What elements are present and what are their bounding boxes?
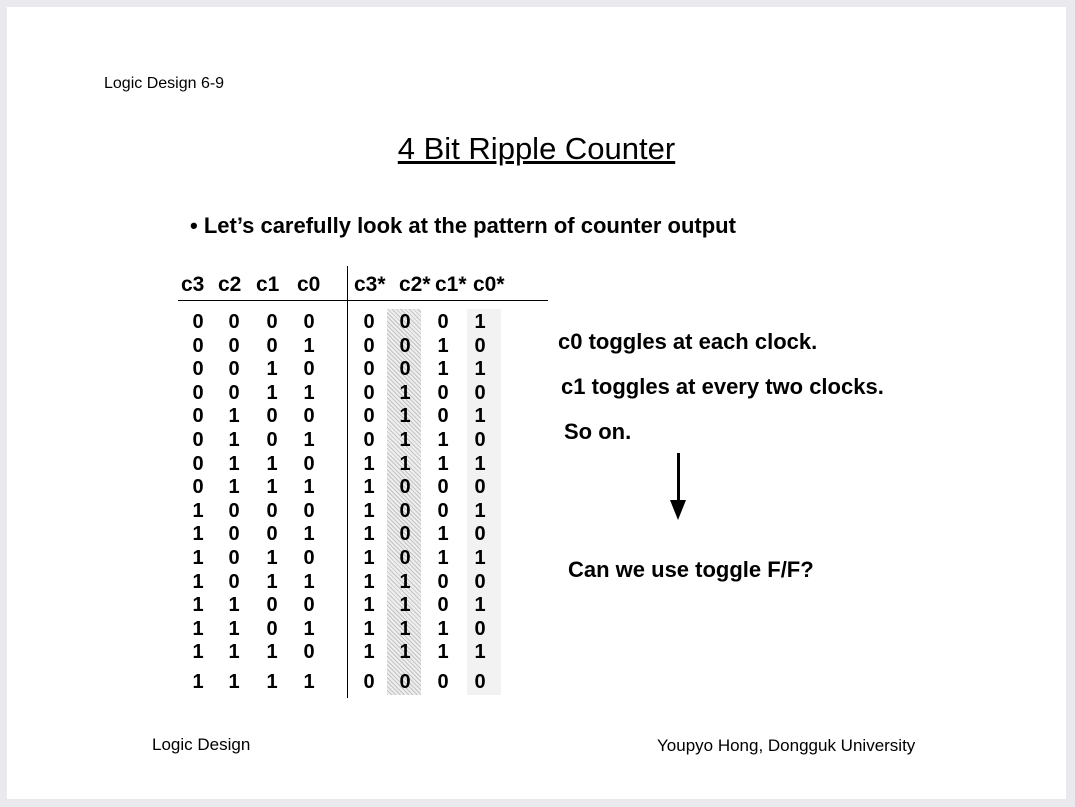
cell-present-c2-row-14: 1 <box>228 641 240 664</box>
cell-next-c2-row-3: 1 <box>399 381 411 404</box>
cell-next-c0-row-2: 1 <box>474 358 486 381</box>
cell-next-c3-row-10: 1 <box>363 546 375 569</box>
cell-present-c3-row-3: 0 <box>192 381 204 404</box>
slide <box>7 7 1066 799</box>
cell-present-c1-row-1: 0 <box>266 334 278 357</box>
cell-next-c1-row-4: 0 <box>437 405 449 428</box>
cell-next-c2-row-9: 0 <box>399 523 411 546</box>
cell-present-c3-row-5: 0 <box>192 428 204 451</box>
cell-next-c3-row-14: 1 <box>363 641 375 664</box>
cell-next-c1-row-12: 0 <box>437 594 449 617</box>
cell-present-c2-row-13: 1 <box>228 617 240 640</box>
cell-next-c2-row-7: 0 <box>399 476 411 499</box>
header-c2-next: c2* <box>399 273 431 296</box>
cell-present-c0-row-10: 0 <box>303 546 315 569</box>
cell-present-c1-row-15: 1 <box>266 670 278 693</box>
cell-next-c3-row-9: 1 <box>363 523 375 546</box>
cell-next-c3-row-8: 1 <box>363 499 375 522</box>
cell-next-c2-row-10: 0 <box>399 546 411 569</box>
cell-present-c2-row-9: 0 <box>228 523 240 546</box>
cell-present-c2-row-4: 1 <box>228 405 240 428</box>
cell-present-c3-row-0: 0 <box>192 311 204 333</box>
cell-next-c0-row-7: 0 <box>474 476 486 499</box>
cell-next-c3-row-12: 1 <box>363 594 375 617</box>
cell-next-c2-row-8: 0 <box>399 499 411 522</box>
cell-next-c3-row-4: 0 <box>363 405 375 428</box>
cell-present-c0-row-14: 0 <box>303 641 315 664</box>
cell-present-c1-row-10: 1 <box>266 546 278 569</box>
cell-next-c0-row-11: 0 <box>474 570 486 593</box>
cell-next-c3-row-7: 1 <box>363 476 375 499</box>
column-c1 <box>260 311 284 695</box>
cell-present-c0-row-3: 1 <box>303 381 315 404</box>
cell-present-c0-row-13: 1 <box>303 617 315 640</box>
cell-next-c1-row-0: 0 <box>437 311 449 333</box>
column-c1-next <box>431 311 455 695</box>
slide-number-label: Logic Design 6-9 <box>104 75 225 92</box>
cell-next-c3-row-5: 0 <box>363 428 375 451</box>
cell-next-c0-row-13: 0 <box>474 617 486 640</box>
cell-next-c0-row-1: 0 <box>474 334 486 357</box>
cell-present-c0-row-5: 1 <box>303 428 315 451</box>
cell-present-c2-row-15: 1 <box>228 670 240 693</box>
cell-next-c3-row-0: 0 <box>363 311 375 333</box>
cell-present-c0-row-12: 0 <box>303 594 315 617</box>
cell-next-c0-row-14: 1 <box>474 641 486 664</box>
cell-present-c1-row-14: 1 <box>266 641 278 664</box>
cell-present-c0-row-4: 0 <box>303 405 315 428</box>
cell-present-c0-row-1: 1 <box>303 334 315 357</box>
cell-next-c0-row-6: 1 <box>474 452 486 475</box>
cell-present-c3-row-2: 0 <box>192 358 204 381</box>
column-c0-next <box>468 311 492 695</box>
cell-present-c3-row-11: 1 <box>192 570 204 593</box>
cell-next-c0-row-9: 0 <box>474 523 486 546</box>
cell-next-c0-row-15: 0 <box>474 670 486 693</box>
cell-present-c3-row-8: 1 <box>192 499 204 522</box>
column-c3-next <box>357 311 381 695</box>
cell-next-c3-row-6: 1 <box>363 452 375 475</box>
cell-present-c3-row-12: 1 <box>192 594 204 617</box>
cell-next-c3-row-11: 1 <box>363 570 375 593</box>
cell-present-c3-row-7: 0 <box>192 476 204 499</box>
footer-author: Youpyo Hong, Dongguk University <box>657 736 916 755</box>
cell-present-c3-row-1: 0 <box>192 334 204 357</box>
cell-present-c0-row-2: 0 <box>303 358 315 381</box>
cell-next-c3-row-1: 0 <box>363 334 375 357</box>
cell-next-c2-row-4: 1 <box>399 405 411 428</box>
cell-present-c1-row-8: 0 <box>266 499 278 522</box>
cell-present-c1-row-6: 1 <box>266 452 278 475</box>
cell-present-c0-row-7: 1 <box>303 476 315 499</box>
cell-present-c2-row-2: 0 <box>228 358 240 381</box>
cell-next-c0-row-10: 1 <box>474 546 486 569</box>
cell-next-c1-row-2: 1 <box>437 358 449 381</box>
table-column-divider <box>347 266 348 698</box>
cell-present-c0-row-11: 1 <box>303 570 315 593</box>
cell-present-c3-row-6: 0 <box>192 452 204 475</box>
cell-present-c1-row-11: 1 <box>266 570 278 593</box>
cell-present-c1-row-7: 1 <box>266 476 278 499</box>
cell-present-c3-row-14: 1 <box>192 641 204 664</box>
cell-next-c2-row-13: 1 <box>399 617 411 640</box>
footer-course: Logic Design <box>152 735 251 754</box>
column-c2 <box>222 311 246 695</box>
cell-present-c3-row-9: 1 <box>192 523 204 546</box>
cell-next-c3-row-15: 0 <box>363 670 375 693</box>
header-c1: c1 <box>256 273 280 296</box>
column-c0 <box>297 311 321 695</box>
cell-present-c2-row-6: 1 <box>228 452 240 475</box>
cell-next-c0-row-8: 1 <box>474 499 486 522</box>
header-c0: c0 <box>297 273 321 296</box>
cell-next-c2-row-5: 1 <box>399 428 411 451</box>
cell-present-c0-row-6: 0 <box>303 452 315 475</box>
cell-next-c2-row-6: 1 <box>399 452 411 475</box>
cell-next-c0-row-4: 1 <box>474 405 486 428</box>
cell-present-c0-row-9: 1 <box>303 523 315 546</box>
cell-present-c0-row-8: 0 <box>303 499 315 522</box>
cell-present-c1-row-5: 0 <box>266 428 278 451</box>
cell-next-c0-row-12: 1 <box>474 594 486 617</box>
header-c3-next: c3* <box>354 273 386 296</box>
cell-next-c1-row-11: 0 <box>437 570 449 593</box>
cell-present-c3-row-10: 1 <box>192 546 204 569</box>
cell-present-c3-row-13: 1 <box>192 617 204 640</box>
cell-next-c2-row-2: 0 <box>399 358 411 381</box>
cell-next-c1-row-10: 1 <box>437 546 449 569</box>
down-arrow-head-icon <box>670 500 686 520</box>
cell-next-c3-row-2: 0 <box>363 358 375 381</box>
cell-next-c2-row-12: 1 <box>399 594 411 617</box>
cell-present-c2-row-11: 0 <box>228 570 240 593</box>
slide-title: 4 Bit Ripple Counter <box>397 131 676 166</box>
cell-next-c2-row-0: 0 <box>399 311 411 333</box>
cell-next-c1-row-14: 1 <box>437 641 449 664</box>
cell-present-c2-row-0: 0 <box>228 311 240 333</box>
cell-present-c2-row-1: 0 <box>228 334 240 357</box>
cell-present-c2-row-3: 0 <box>228 381 240 404</box>
note-question: Can we use toggle F/F? <box>568 557 814 582</box>
table-header-divider <box>178 300 548 301</box>
column-c3 <box>186 311 210 695</box>
cell-present-c1-row-2: 1 <box>266 358 278 381</box>
cell-next-c3-row-13: 1 <box>363 617 375 640</box>
bullet-point: • Let’s carefully look at the pattern of counter output <box>190 213 736 238</box>
cell-next-c0-row-5: 0 <box>474 428 486 451</box>
cell-next-c1-row-15: 0 <box>437 670 449 693</box>
cell-present-c3-row-15: 1 <box>192 670 204 693</box>
cell-present-c0-row-15: 1 <box>303 670 315 693</box>
cell-next-c1-row-3: 0 <box>437 381 449 404</box>
cell-next-c2-row-14: 1 <box>399 641 411 664</box>
cell-next-c2-row-11: 1 <box>399 570 411 593</box>
header-c0-next: c0* <box>473 273 505 296</box>
cell-present-c1-row-13: 0 <box>266 617 278 640</box>
cell-present-c1-row-4: 0 <box>266 405 278 428</box>
note-c1-toggle: c1 toggles at every two clocks. <box>561 374 884 399</box>
cell-next-c1-row-13: 1 <box>437 617 449 640</box>
cell-present-c2-row-10: 0 <box>228 546 240 569</box>
cell-present-c1-row-3: 1 <box>266 381 278 404</box>
cell-present-c2-row-5: 1 <box>228 428 240 451</box>
cell-present-c1-row-9: 0 <box>266 523 278 546</box>
cell-present-c2-row-12: 1 <box>228 594 240 617</box>
header-c2: c2 <box>218 273 242 296</box>
cell-present-c1-row-12: 0 <box>266 594 278 617</box>
cell-present-c1-row-0: 0 <box>266 311 278 333</box>
cell-next-c1-row-9: 1 <box>437 523 449 546</box>
cell-present-c2-row-7: 1 <box>228 476 240 499</box>
cell-next-c2-row-15: 0 <box>399 670 411 693</box>
cell-next-c1-row-5: 1 <box>437 428 449 451</box>
cell-next-c0-row-3: 0 <box>474 381 486 404</box>
cell-next-c1-row-1: 1 <box>437 334 449 357</box>
cell-next-c0-row-0: 1 <box>474 311 486 333</box>
note-so-on: So on. <box>564 419 632 444</box>
cell-next-c1-row-7: 0 <box>437 476 449 499</box>
cell-present-c2-row-8: 0 <box>228 499 240 522</box>
cell-present-c3-row-4: 0 <box>192 405 204 428</box>
down-arrow-icon <box>677 453 680 503</box>
cell-next-c1-row-6: 1 <box>437 452 449 475</box>
cell-next-c2-row-1: 0 <box>399 334 411 357</box>
cell-next-c3-row-3: 0 <box>363 381 375 404</box>
cell-present-c0-row-0: 0 <box>303 311 315 333</box>
column-c2-next <box>393 311 417 695</box>
note-c0-toggle: c0 toggles at each clock. <box>558 329 818 354</box>
header-c1-next: c1* <box>435 273 467 296</box>
cell-next-c1-row-8: 0 <box>437 499 449 522</box>
header-c3: c3 <box>181 273 205 296</box>
